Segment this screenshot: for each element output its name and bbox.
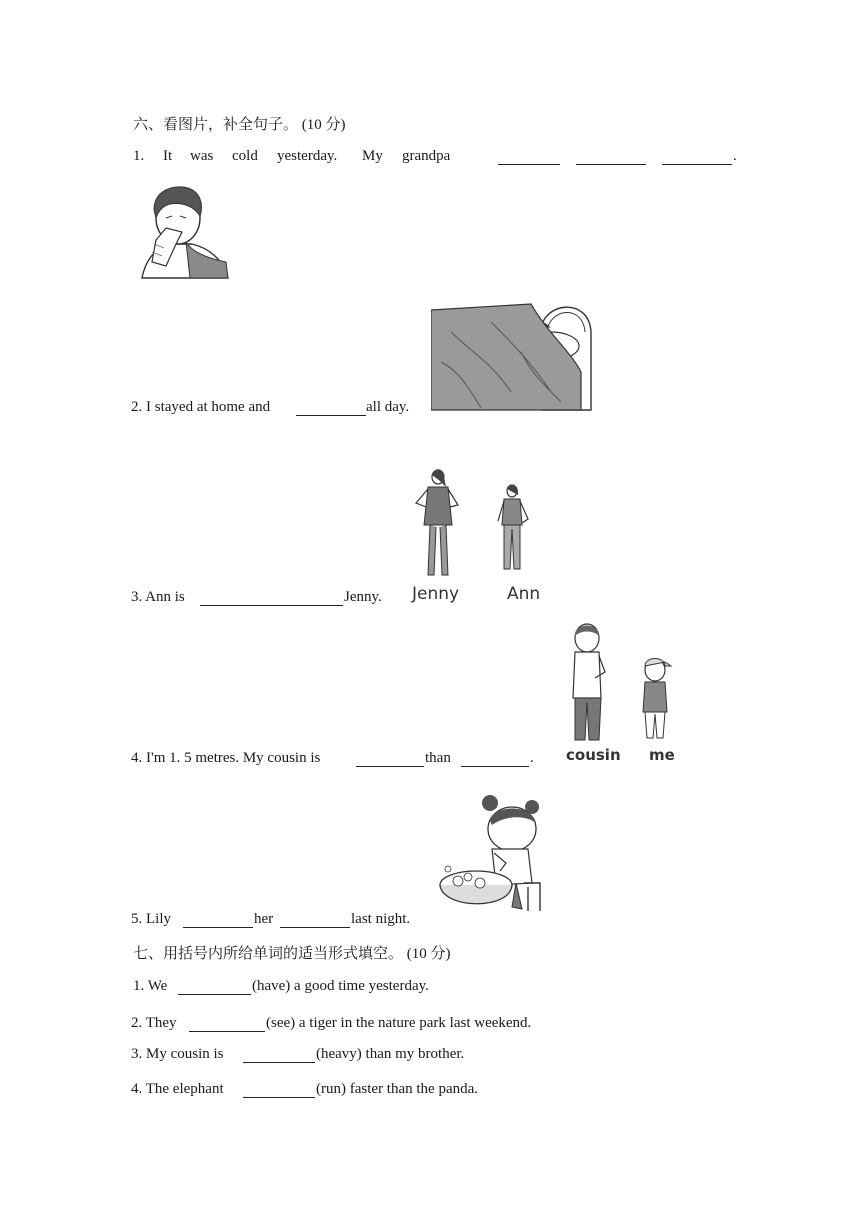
answer-blank[interactable] <box>461 752 529 767</box>
answer-blank[interactable] <box>280 913 350 928</box>
girl-washing-clothes-illustration <box>436 793 548 919</box>
jenny-label: Jenny <box>412 584 460 604</box>
q1-word: grandpa <box>402 148 451 164</box>
item-text-before: 3. My cousin is <box>131 1046 224 1062</box>
q5-text-before: 5. Lily <box>131 911 171 927</box>
item-text-after: (run) faster than the panda. <box>316 1081 479 1097</box>
me-label: me <box>649 746 675 764</box>
answer-blank[interactable] <box>200 591 343 606</box>
item-text-before: 1. We <box>133 978 168 994</box>
q5-text-mid: her <box>254 911 274 927</box>
q2-text-after: all day. <box>366 399 410 415</box>
answer-blank[interactable] <box>662 150 732 165</box>
q1-word: cold <box>232 148 258 164</box>
item-text-after: (see) a tiger in the nature park last weekend. <box>266 1015 532 1031</box>
section-6-heading: 六、看图片，补全句子。 (10 分) <box>133 117 346 133</box>
q4-period: . <box>530 750 534 766</box>
q1-word: yesterday. <box>277 148 338 164</box>
two-women-illustration <box>406 465 556 583</box>
q1-word: was <box>190 148 214 164</box>
item-text-after: (have) a good time yesterday. <box>252 978 429 994</box>
cousin-label: cousin <box>566 746 621 764</box>
item-text-before: 2. They <box>131 1015 177 1031</box>
answer-blank[interactable] <box>296 401 366 416</box>
ann-label: Ann <box>507 584 541 604</box>
q1-period: . <box>733 148 737 164</box>
q1-word: It <box>163 148 173 164</box>
q4-text-before: 4. I'm 1. 5 metres. My cousin is <box>131 750 321 766</box>
item-text-after: (heavy) than my brother. <box>316 1046 465 1062</box>
q3-text-before: 3. Ann is <box>131 589 185 605</box>
answer-blank[interactable] <box>498 150 560 165</box>
section-7-heading: 七、用括号内所给单词的适当形式填空。 (10 分) <box>133 946 451 962</box>
answer-blank[interactable] <box>243 1048 315 1063</box>
answer-blank[interactable] <box>178 980 251 995</box>
answer-blank[interactable] <box>183 913 253 928</box>
answer-blank[interactable] <box>356 752 424 767</box>
girl-in-bed-illustration <box>431 292 597 412</box>
q2-text-before: 2. I stayed at home and <box>131 399 271 415</box>
answer-blank[interactable] <box>243 1083 315 1098</box>
q4-text-mid: than <box>425 750 451 766</box>
man-sneezing-illustration <box>136 182 232 280</box>
q1-number: 1. <box>133 148 145 164</box>
boys-height-illustration <box>561 622 681 746</box>
q3-text-after: Jenny. <box>344 589 382 605</box>
answer-blank[interactable] <box>189 1017 265 1032</box>
answer-blank[interactable] <box>576 150 646 165</box>
q5-text-after: last night. <box>351 911 411 927</box>
item-text-before: 4. The elephant <box>131 1081 224 1097</box>
q1-word: My <box>362 148 383 164</box>
